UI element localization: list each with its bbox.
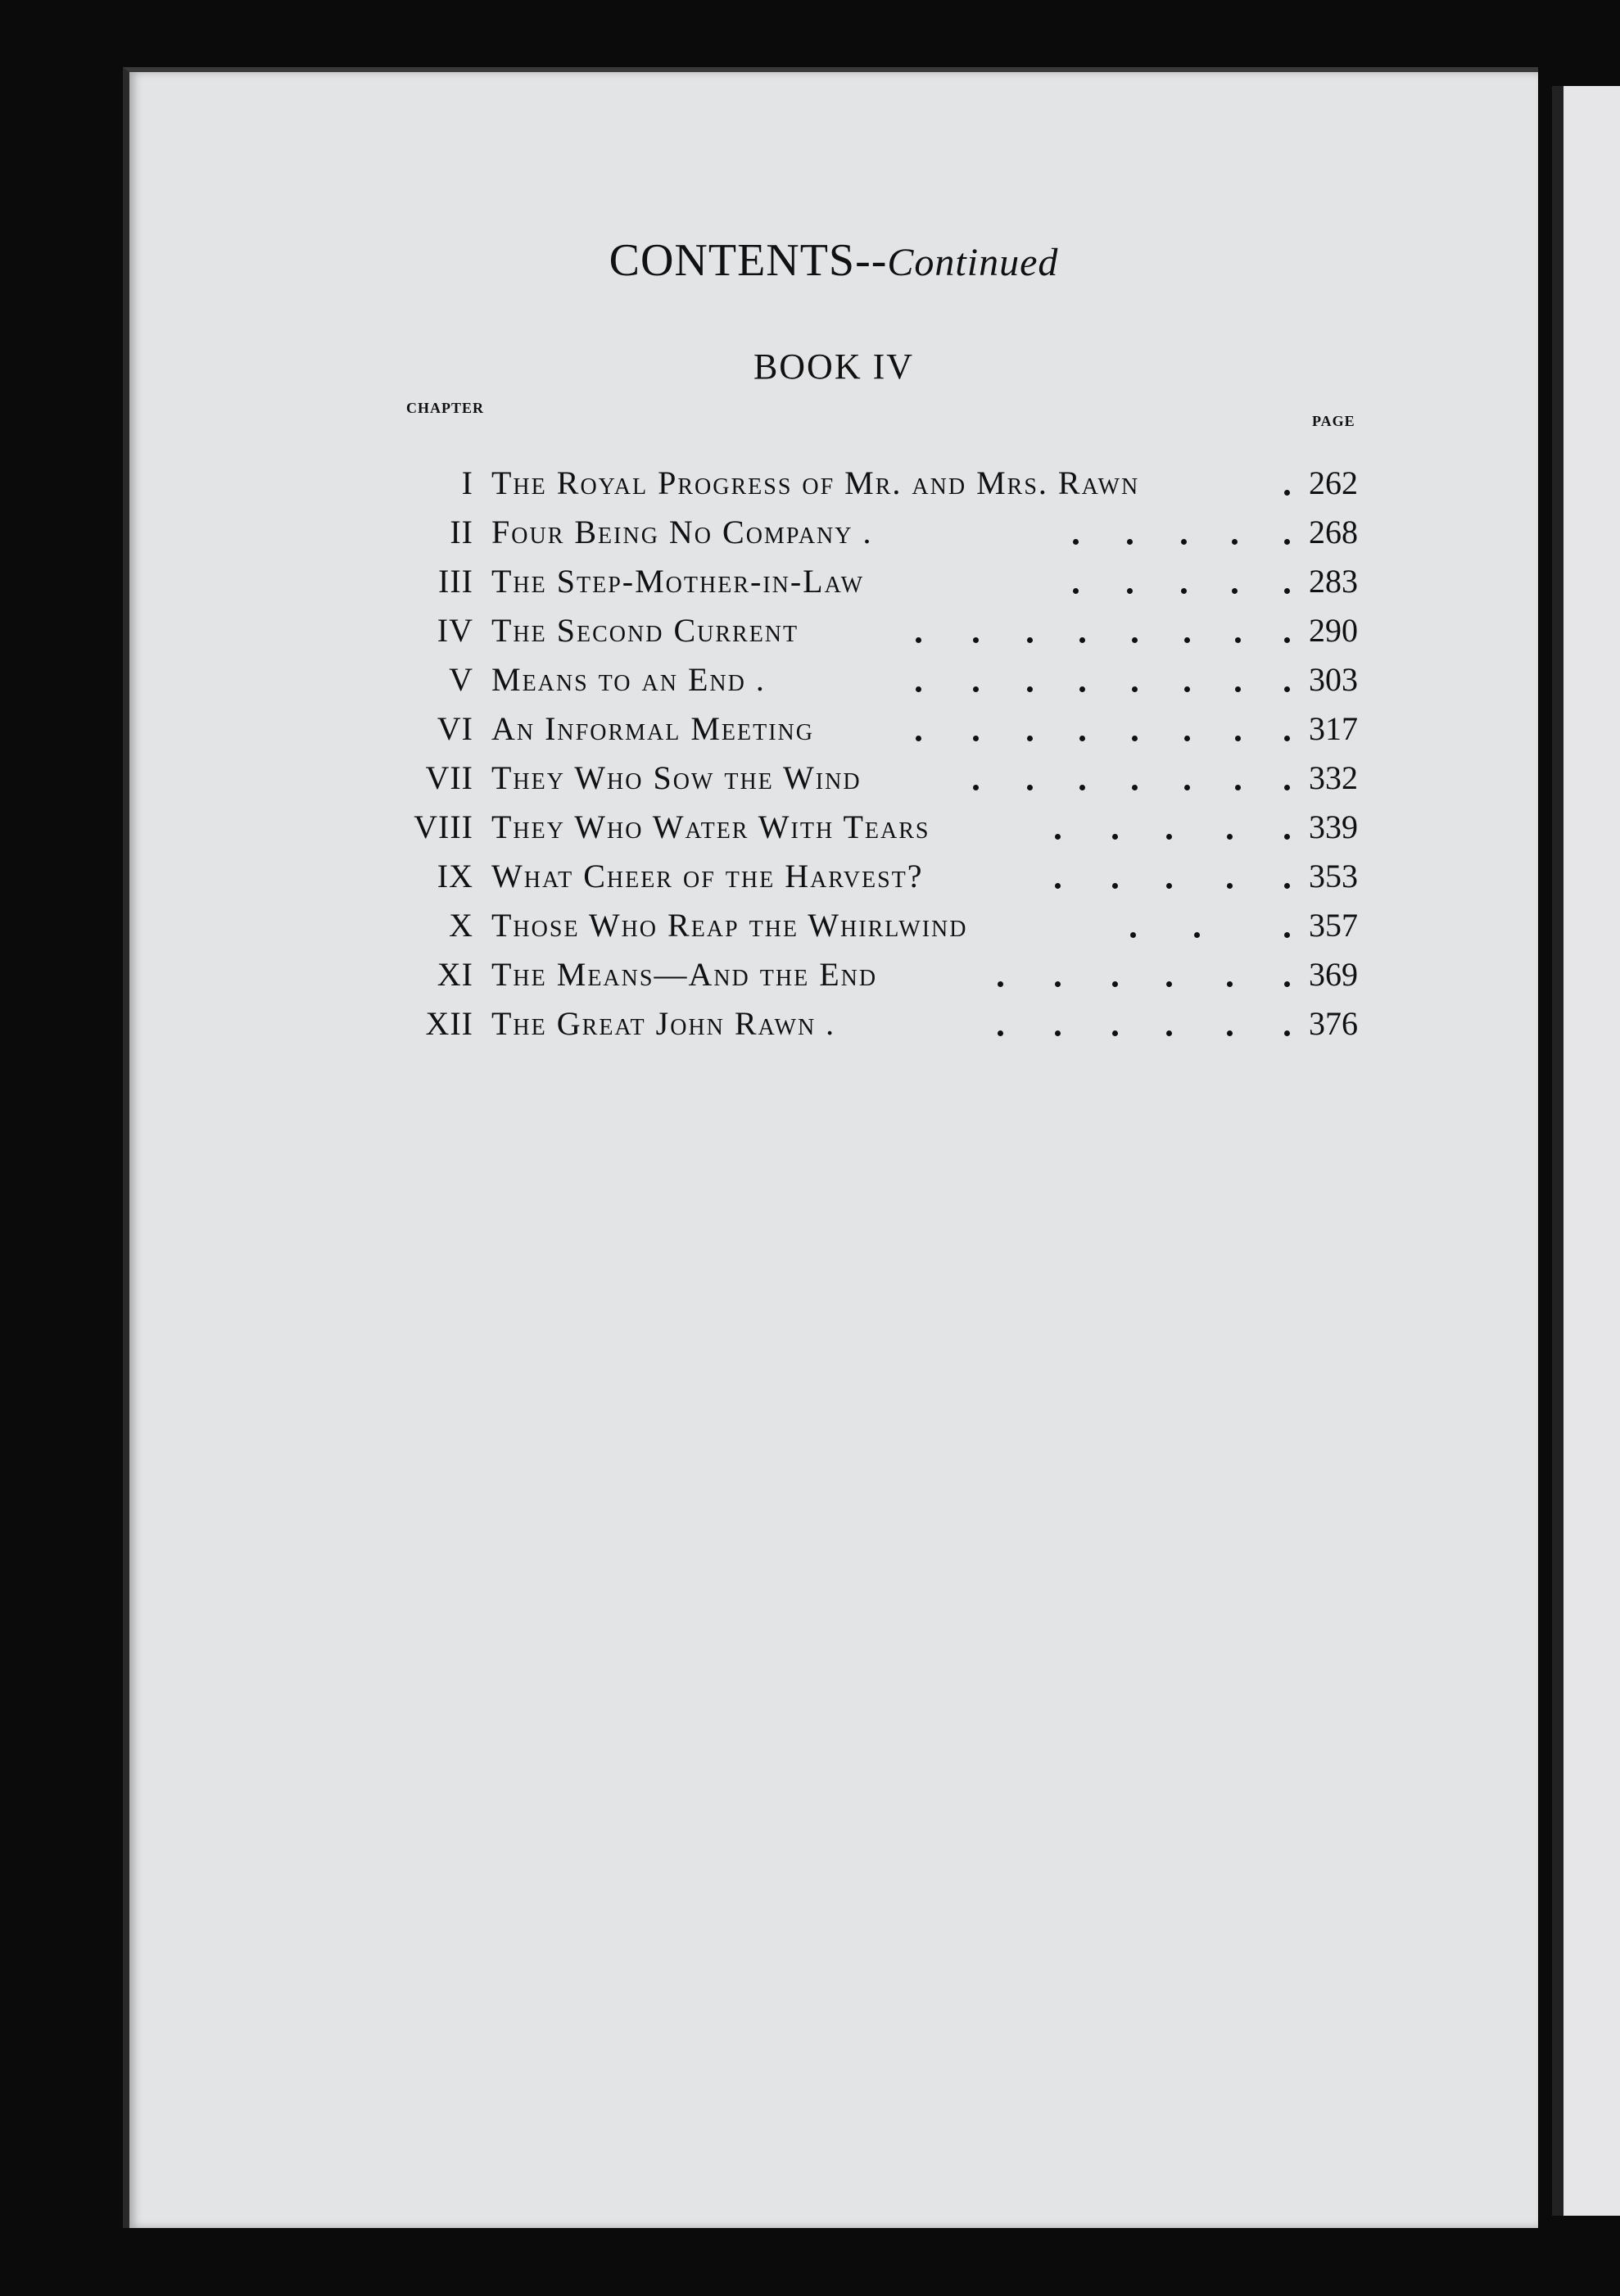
toc-row <box>129 857 1538 906</box>
page-number: 290 <box>1309 612 1358 649</box>
chapter-number: X <box>449 907 473 944</box>
page-number: 268 <box>1309 514 1358 550</box>
toc-row <box>129 513 1538 562</box>
chapter-title: An Informal Meeting <box>491 710 814 747</box>
page-number: 283 <box>1309 563 1358 600</box>
page-heading <box>129 234 1538 287</box>
chapter-title: Four Being No Company . <box>491 514 873 550</box>
chapter-number: III <box>438 563 473 600</box>
page-number: 376 <box>1309 1005 1358 1042</box>
chapter-number: XI <box>437 956 473 993</box>
chapter-number: V <box>449 661 473 698</box>
toc-row <box>129 1004 1538 1053</box>
toc-row <box>129 759 1538 808</box>
toc-row <box>129 562 1538 611</box>
chapter-number: IX <box>437 858 473 894</box>
chapter-title: The Means—And the End <box>491 956 878 993</box>
page-number: 339 <box>1309 808 1358 845</box>
chapter-title: They Who Sow the Wind <box>491 759 862 796</box>
page-number: 317 <box>1309 710 1358 747</box>
heading-main: CONTENTS-- <box>609 235 888 286</box>
page-number: 332 <box>1309 759 1358 796</box>
chapter-number: XII <box>425 1005 473 1042</box>
chapter-number: VII <box>425 759 473 796</box>
chapter-column-label: CHAPTER <box>406 400 485 416</box>
chapter-title: The Great John Rawn . <box>491 1005 836 1042</box>
toc-row <box>129 906 1538 955</box>
chapter-title: What Cheer of the Harvest? <box>491 858 924 894</box>
page-column-label: PAGE <box>1312 413 1355 429</box>
toc-row <box>129 464 1538 513</box>
toc-row <box>129 709 1538 759</box>
chapter-number: IV <box>437 612 473 649</box>
chapter-number: VIII <box>414 808 473 845</box>
page-number: 369 <box>1309 956 1358 993</box>
chapter-title: The Royal Progress of Mr. and Mrs. Rawn <box>491 464 1140 501</box>
toc-row <box>129 660 1538 709</box>
chapter-number: I <box>461 464 473 501</box>
page-number: 262 <box>1309 464 1358 501</box>
page-number: 357 <box>1309 907 1358 944</box>
toc-row <box>129 611 1538 660</box>
page-number: 353 <box>1309 858 1358 894</box>
chapter-number: VI <box>437 710 473 747</box>
toc-row <box>129 808 1538 857</box>
book-title: BOOK IV <box>753 346 915 387</box>
chapter-title: The Second Current <box>491 612 799 649</box>
chapter-title: They Who Water With Tears <box>491 808 930 845</box>
chapter-title: The Step-Mother-in-Law <box>491 563 865 600</box>
chapter-title: Means to an End . <box>491 661 766 698</box>
heading-continued: Continued <box>887 241 1059 284</box>
page-number: 303 <box>1309 661 1358 698</box>
toc-row <box>129 955 1538 1004</box>
chapter-number: II <box>450 514 473 550</box>
chapter-title: Those Who Reap the Whirlwind <box>491 907 968 944</box>
book-page <box>123 67 1538 2228</box>
facing-page-edge <box>1552 86 1620 2216</box>
